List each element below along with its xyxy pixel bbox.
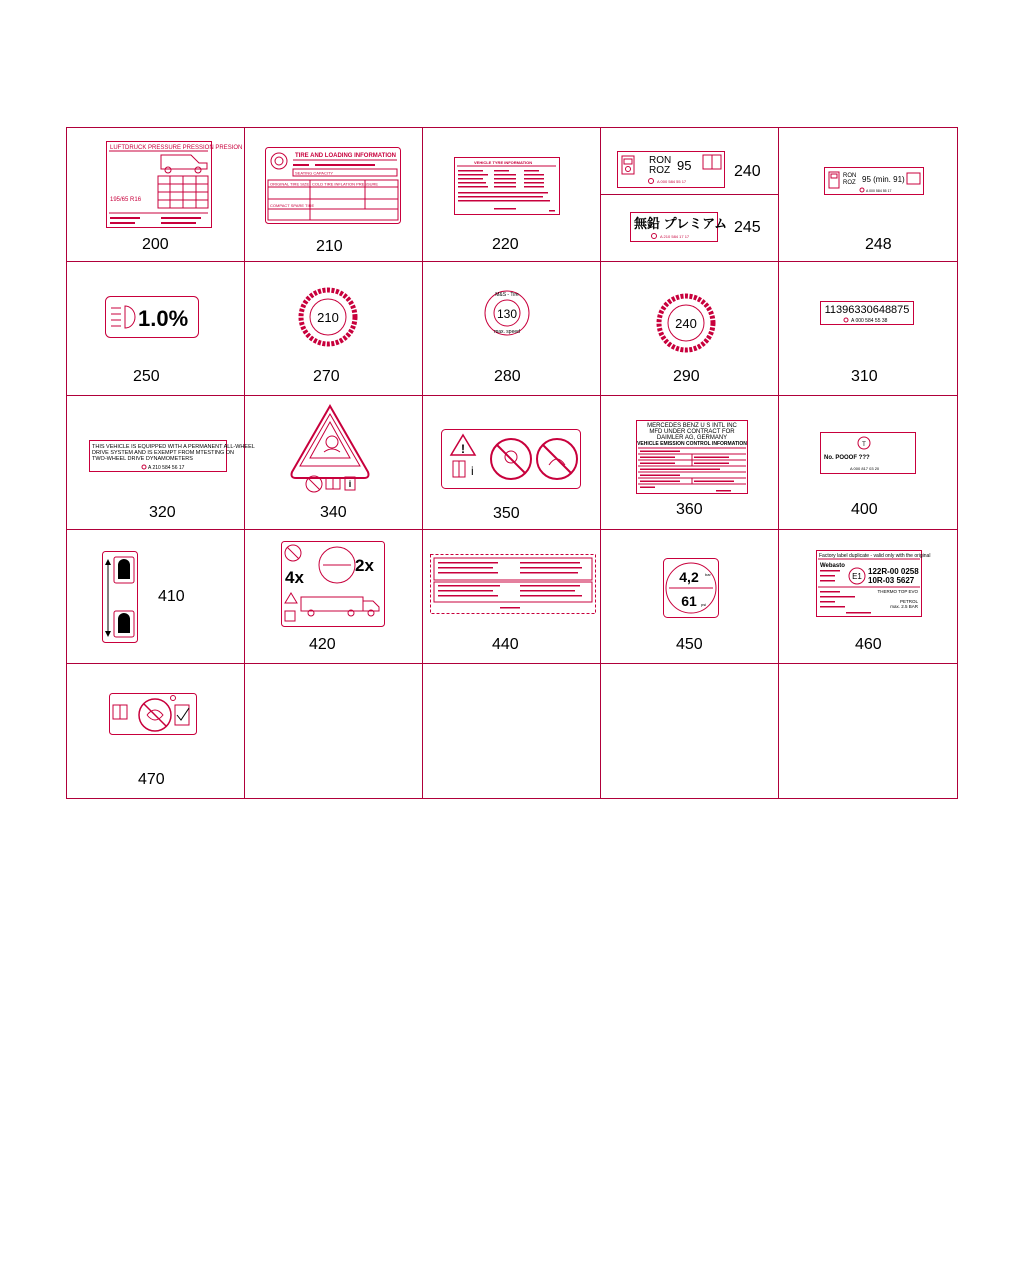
l248-part: A 000 584 55 17 (866, 189, 892, 193)
l360-line4: VEHICLE EMISSION CONTROL INFORMATION (637, 441, 747, 447)
cell-400 (779, 396, 957, 530)
l248-ron: RON (843, 173, 857, 179)
l460-code2: 10R-03 5627 (868, 576, 915, 585)
cell-number: 248 (865, 236, 892, 253)
label-450-pressure (663, 558, 719, 618)
label-400-poof (820, 432, 916, 474)
cell-320 (67, 396, 255, 530)
l450-top: 4,2 (679, 569, 699, 585)
l460-top: Factory label duplicate - valid only with the original (819, 553, 931, 559)
l210-compact: COMPACT SPARE TIRE (270, 203, 315, 208)
l450-bottom: 61 (681, 593, 697, 609)
cell-number: 400 (851, 501, 878, 518)
cell-number: 270 (313, 368, 340, 385)
l250-text: 1.0% (138, 306, 189, 331)
cell-460 (779, 530, 957, 664)
cell-number: 450 (676, 636, 703, 653)
cell-360 (601, 396, 779, 530)
l240-roz: ROZ (649, 165, 671, 176)
cell-420 (245, 530, 423, 664)
label-200-tire-pressure (106, 141, 243, 228)
cell-number: 220 (492, 236, 519, 253)
l280-bottom: max. speed (494, 329, 520, 335)
cell-number: 240 (734, 163, 761, 180)
cell-210 (245, 128, 423, 262)
label-270-ms-tire (300, 289, 356, 345)
cell-350 (423, 396, 601, 530)
l420-2x: 2x (355, 556, 374, 575)
l210-title: TIRE AND LOADING INFORMATION (295, 153, 396, 159)
l320-line2: DRIVE SYSTEM AND IS EXEMPT FROM MTESTING ON (92, 450, 234, 456)
label-350-airbag-warning (441, 429, 581, 489)
l400-text: No. POOOF ??? (824, 455, 870, 461)
label-248-fuel-min (824, 167, 924, 195)
cell-number: 290 (673, 368, 700, 385)
l360-line3: DAIMLER AG, GERMANY (656, 435, 728, 441)
label-310-barcode-number (820, 301, 914, 325)
l248-text: 95 (min. 91) (862, 175, 905, 184)
cell-440 (423, 530, 601, 664)
cell-410 (67, 530, 245, 664)
cell-number: 440 (492, 636, 519, 653)
label-280-ms-speed (484, 287, 530, 339)
cell-340 (245, 396, 423, 530)
cell-248 (779, 128, 957, 262)
l360-line1: MERCEDES BENZ U S INTL INC (647, 423, 737, 429)
l210-orig: ORIGINAL TIRE SIZE (270, 181, 310, 187)
cell-number: 360 (676, 501, 703, 518)
label-220-tyre-info (454, 157, 560, 215)
label-440-multilang (430, 554, 596, 614)
l210-cold: COLD TIRE INFLATION PRESSURE (312, 181, 379, 187)
cell-450 (601, 530, 779, 664)
l400-part: A 000 817 03 20 (850, 466, 880, 471)
label-420-transport (281, 541, 385, 627)
l460-model: THERMO TOP EVO (877, 589, 918, 594)
l460-code1: 122R-00 0258 (868, 567, 919, 576)
l450-bar: bar (705, 572, 711, 577)
cell-number: 350 (493, 505, 520, 522)
l245-part: A 210 584 17 17 (660, 234, 690, 239)
l320-line3: TWO-WHEEL DRIVE DYNAMOMETERS (92, 456, 193, 462)
label-470-no-water (109, 693, 197, 735)
l220-title: VEHICLE TYRE INFORMATION (474, 160, 533, 165)
l245-text: 無鉛 プレミアム (634, 216, 728, 231)
info-icon: i (348, 479, 352, 489)
l460-fuel: PETROL (899, 599, 918, 604)
l320-part: A 210 584 56 17 (148, 465, 185, 471)
cell-470 (67, 664, 245, 798)
cell-number: 250 (133, 368, 160, 385)
l270-text: 210 (317, 310, 339, 325)
cell-290 (601, 262, 779, 396)
l310-part: A 000 584 55 38 (851, 318, 888, 324)
cell-200 (67, 128, 245, 262)
cell-number: 340 (320, 504, 347, 521)
cell-number: 470 (138, 771, 165, 788)
l310-number: 11396330648875 (824, 304, 910, 316)
l420-4x: 4x (285, 568, 304, 587)
l200-title: LUFTDRUCK PRESSURE PRESSION PRESION (110, 145, 243, 151)
label-245-premium-jp (630, 212, 728, 242)
l280-top: M&S - Tire (495, 292, 519, 298)
cell-number: 310 (851, 368, 878, 385)
label-290-ms-tire (658, 295, 714, 351)
empty-cell (245, 664, 423, 798)
empty-cell (423, 664, 601, 798)
empty-cell (779, 664, 957, 798)
warning-icon: ! (461, 442, 465, 456)
label-360-emission (636, 420, 748, 494)
label-catalog-grid (66, 127, 958, 799)
l460-brand: Webasto (820, 563, 845, 569)
cell-number: 320 (149, 504, 176, 521)
l210-seating: SEATING CAPACITY (295, 170, 334, 176)
label-340-warning-triangle (290, 404, 370, 494)
cell-number: 200 (142, 236, 169, 253)
cell-number: 420 (309, 636, 336, 653)
cell-270 (245, 262, 423, 396)
l240-95: 95 (677, 158, 692, 173)
cell-250 (67, 262, 245, 396)
cell-number: 460 (855, 636, 882, 653)
l320-line1: THIS VEHICLE IS EQUIPPED WITH A PERMANENT ALL-WHEEL (92, 444, 255, 450)
l280-text: 130 (496, 307, 518, 321)
l450-psi: psi (701, 602, 707, 607)
l240-ron: RON (649, 155, 672, 166)
label-250-headlight (105, 296, 199, 338)
cell-number-2: 245 (734, 219, 761, 236)
label-210-tire-loading (265, 147, 401, 224)
cell-280 (423, 262, 601, 396)
l290-text: 240 (675, 316, 697, 331)
l460-e: E1 (852, 572, 862, 581)
cell-number: 410 (158, 588, 185, 605)
cell-number: 280 (494, 368, 521, 385)
label-240-fuel-ron (617, 151, 725, 188)
empty-cell (601, 664, 779, 798)
label-320-awd (89, 440, 255, 472)
cell-240-245 (601, 128, 779, 262)
l248-roz: ROZ (843, 180, 856, 186)
cell-310 (779, 262, 957, 396)
l360-line2: MFD UNDER CONTRACT FOR (649, 429, 735, 435)
label-410-lock-slider (102, 551, 138, 643)
symbol-icon: T (862, 442, 866, 448)
cell-220 (423, 128, 601, 262)
info-icon: i (471, 464, 474, 478)
label-460-webasto (816, 550, 931, 617)
l460-pressure: max. 2.5 BAR (890, 604, 918, 609)
l240-part: A 000 584 55 17 (657, 179, 687, 184)
l200-tire: 195/65 R16 (110, 197, 142, 203)
cell-number: 210 (316, 238, 343, 255)
